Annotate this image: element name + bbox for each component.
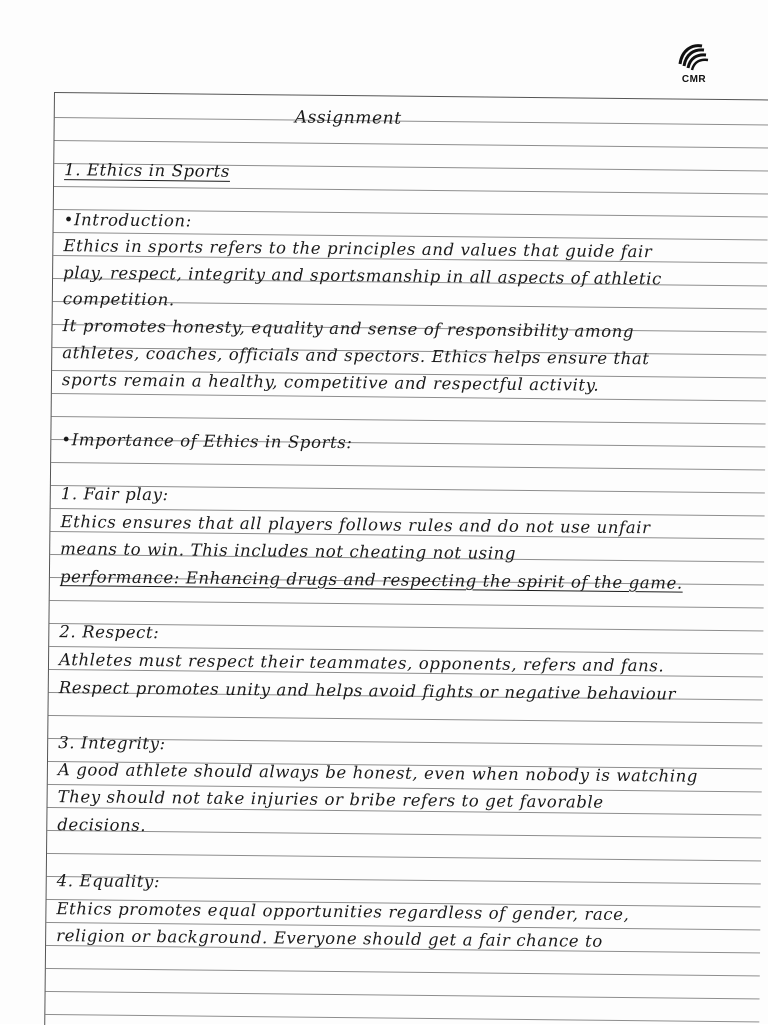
text-line: athletes, coaches, officials and spectors. Ethics helps ensure that <box>62 343 650 369</box>
page-title: Assignment <box>294 107 402 129</box>
text-line: competition. <box>62 289 175 310</box>
subheading-importance: •Importance of Ethics in Sports: <box>61 430 353 453</box>
text-line: It promotes honesty, equality and sense of responsibility among <box>62 316 635 342</box>
text-line: A good athlete should always be honest, even when nobody is watching <box>57 760 699 786</box>
text-line: means to win. This includes not cheating not using <box>60 539 517 563</box>
text-line: performance: Enhancing drugs and respecting the spirit of the game. <box>59 567 683 593</box>
ruled-sheet <box>44 92 768 1032</box>
text-line: religion or background. Everyone should get a fair chance to <box>56 926 603 951</box>
point-heading-integrity: 3. Integrity: <box>58 733 166 754</box>
point-heading-fair-play: 1. Fair play: <box>60 484 169 505</box>
text-line: Ethics in sports refers to the principles and values that guide fair <box>63 236 653 262</box>
cmr-logo <box>672 40 716 90</box>
text-line: Ethics ensures that all players follows rules and do not use unfair <box>60 512 651 538</box>
text-line: Athletes must respect their teammates, opponents, refers and fans. <box>58 650 665 676</box>
text-line: Ethics promotes equal opportunities regardless of gender, race, <box>56 899 630 925</box>
subheading-introduction: •Introduction: <box>63 210 192 231</box>
text-line: They should not take injuries or bribe refers to get favorable <box>57 787 604 812</box>
text-line: play, respect, integrity and sportsmanship in all aspects of athletic <box>63 263 662 289</box>
section-heading: 1. Ethics in Sports <box>64 160 231 181</box>
swirl-logo-icon <box>672 40 716 72</box>
text-line: decisions. <box>57 815 147 836</box>
text-line: sports remain a healthy, competitive and respectful activity. <box>61 370 600 395</box>
point-heading-respect: 2. Respect: <box>59 622 160 643</box>
logo-text: CMR <box>681 74 707 85</box>
text-line: Respect promotes unity and helps avoid fights or negative behaviour <box>58 678 677 704</box>
point-heading-equality: 4. Equality: <box>56 871 161 892</box>
